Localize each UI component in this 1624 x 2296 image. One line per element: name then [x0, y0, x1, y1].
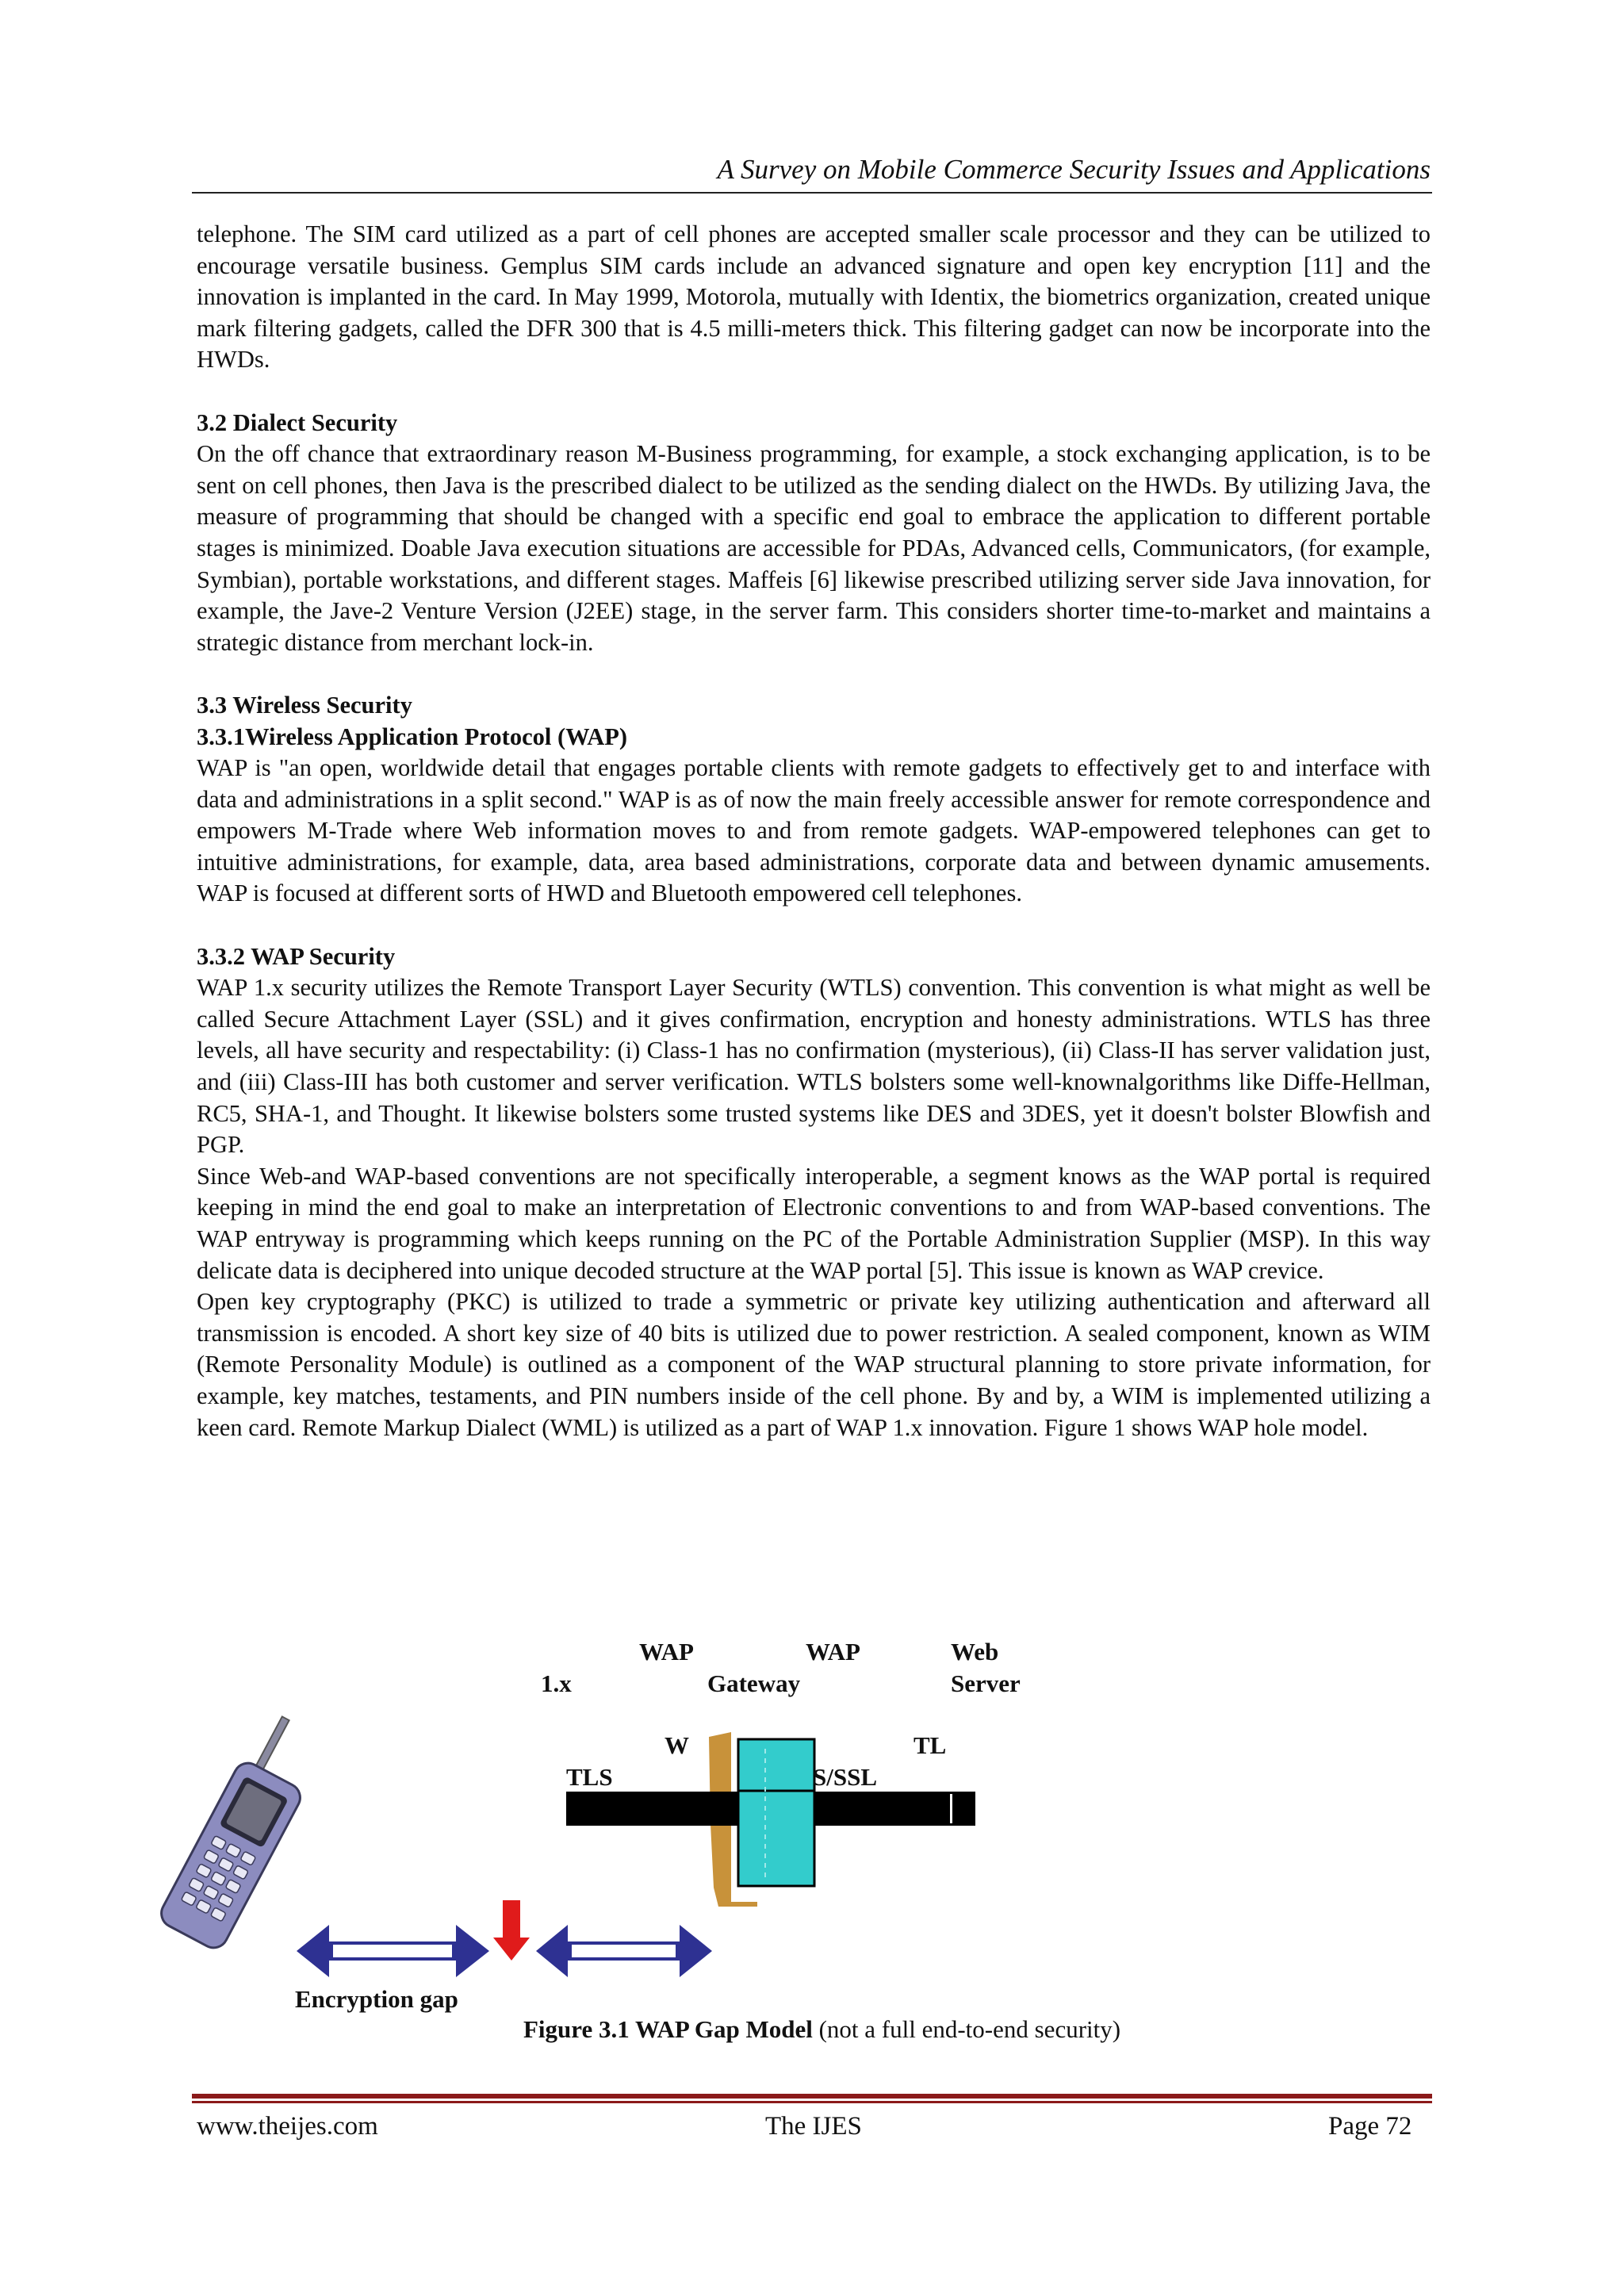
gap-down-arrow — [493, 1900, 530, 1961]
label-web: Web — [951, 1638, 999, 1665]
label-tl: TL — [914, 1731, 947, 1759]
label-1x: 1.x — [541, 1669, 572, 1697]
footer-rule-thin — [192, 2101, 1432, 2103]
caption-title: Figure 3.1 WAP Gap Model — [523, 2015, 813, 2043]
heading-3-2: 3.2 Dialect Security — [197, 408, 398, 436]
footer-journal: The IJES — [765, 2112, 862, 2141]
footer-website: www.theijes.com — [197, 2112, 378, 2141]
figure-caption — [523, 2014, 1120, 2045]
heading-3-3-1: 3.3.1Wireless Application Protocol (WAP) — [197, 723, 628, 750]
mobile-phone-icon — [156, 1709, 331, 1953]
footer-page-number: Page 72 — [1328, 2112, 1412, 2141]
label-server: Server — [951, 1669, 1021, 1697]
caption-note: (not a full end-to-end security) — [812, 2015, 1121, 2043]
label-encryption-gap: Encryption gap — [295, 1985, 458, 2013]
footer-rule-thick — [192, 2094, 1432, 2099]
paragraph-3-3-2c: Open key cryptography (PKC) is utilized to trade a symmetric or private key utilizing authentication and afterward all transmission is encoded. A short key size of 40 bits is utilized due to power restriction. A sealed component, known as WIM (Remote Personality Module) is outlined as a component of the WAP structural planning to store private information, for example, key matches, testaments, and PIN numbers inside of the cell phone. By and by, a WIM is implemented utilizing a keen card. Remote Markup Dialect (WML) is utilized as a part of WAP 1.x innovation. Figure 1 shows WAP hole model. — [197, 1288, 1431, 1441]
label-gateway: Gateway — [707, 1669, 801, 1697]
label-tls: TLS — [566, 1763, 613, 1791]
label-wap-1: WAP — [639, 1638, 694, 1665]
gateway-box — [738, 1739, 814, 1886]
paragraph-3-2: On the off chance that extraordinary reason M-Business programming, for example, a stock exchanging application, is to be sent on cell phones, then Java is the prescribed dialect to be utilized as the sending dialect on the HWDs. By utilizing Java, the measure of programming that should be changed with a specific end goal to embrace the application to different portable stages is minimized. Doable Java execution situations are accessible for PDAs, Advanced cells, Communicators, (for example, Symbian), portable workstations, and different stages. Maffeis [6] likewise prescribed utilizing server side Java innovation, for example, the Jave-2 Venture Version (J2EE) stage, in the server farm. This considers shorter time-to-market and maintains a strategic distance from merchant lock-in. — [197, 440, 1431, 656]
running-title: A Survey on Mobile Commerce Security Issues and Applications — [717, 154, 1431, 185]
paragraph-3-3-1: WAP is "an open, worldwide detail that engages portable clients with remote gadgets to effectively get to and interface with data and administrations in a split second." WAP is as of now the main freely accessible answer for remote correspondence and empowers M-Trade where Web information moves to and from remote gadgets. WAP-empowered telephones can get to intuitive administrations, for example, data, area based administrations, corporate data and between dynamic amusements. WAP is focused at different sorts of HWD and Bluetooth empowered cell telephones. — [197, 754, 1431, 907]
paragraph-intro: telephone. The SIM card utilized as a part of cell phones are accepted smaller scale processor and they can be utilized to encourage versatile business. Gemplus SIM cards include an advanced signature and open key encryption [11] and the innovation is implanted in the card. In May 1999, Motorola, mutually with Identix, the biometrics organization, created unique mark filtering gadgets, called the DFR 300 that is 4.5 milli-meters thick. This filtering gadget can now be incorporate into the HWDs. — [197, 220, 1431, 374]
paragraph-3-3-2b: Since Web-and WAP-based conventions are not specifically interoperable, a segment knows as the WAP portal is required keeping in mind the end goal to make an interpretation of Electronic conventions to and from WAP-based conventions. The WAP entryway is programming which keeps running on the PC of the Portable Administration Supplier (MSP). In this way delicate data is deciphered into unique decoded structure at the WAP portal [5]. This issue is known as WAP crevice. — [197, 1162, 1431, 1284]
label-wap-2: WAP — [806, 1638, 860, 1665]
paragraph-3-3-2a: WAP 1.x security utilizes the Remote Transport Layer Security (WTLS) convention. This convention is what might as well be called Secure Attachment Layer (SSL) and it gives confirmation, encryption and honesty administrations. WTLS has three levels, all have security and respectability: (i) Class-1 has no confirmation (mysterious), (ii) Class-II has server validation just, and (iii) Class-III has both customer and server verification. WTLS bolsters some well-knownalgorithms like Diffe-Hellman, RC5, SHA-1, and Thought. It likewise bolsters some trusted systems like DES and 3DES, yet it doesn't bolster Blowfish and PGP. — [197, 974, 1431, 1159]
heading-3-3-2: 3.3.2 WAP Security — [197, 942, 396, 970]
heading-3-3: 3.3 Wireless Security — [197, 691, 412, 719]
label-s-ssl: S/SSL — [813, 1763, 878, 1791]
label-w: W — [665, 1731, 689, 1759]
